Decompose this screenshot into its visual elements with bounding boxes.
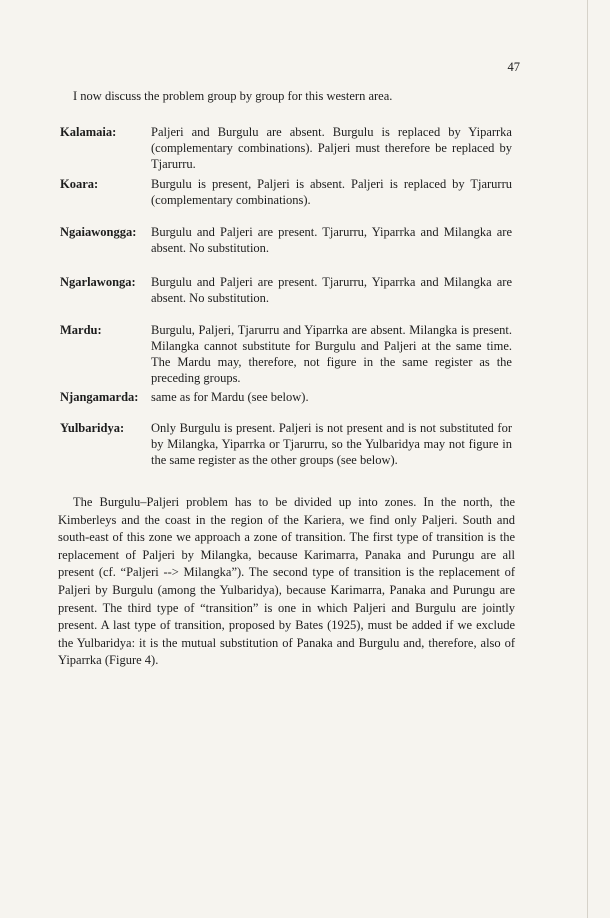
page-number: 47 xyxy=(507,60,520,74)
group-term: Ngarlawonga: xyxy=(60,275,136,289)
group-description: Paljeri and Burgulu are absent. Burgulu is replaced by Yiparrka (complementary combinations). Paljeri must therefore be replaced by Tjarurru. xyxy=(151,125,512,171)
group-term: Koara: xyxy=(60,177,99,191)
body-paragraph xyxy=(58,494,515,670)
page-edge-line xyxy=(587,0,588,918)
intro-sentence: I now discuss the problem group by group for this western area. xyxy=(73,89,393,103)
group-description: Burgulu and Paljeri are present. Tjarurru, Yiparrka and Milangka are absent. No substitution. xyxy=(151,225,512,255)
group-description: Burgulu and Paljeri are present. Tjarurru, Yiparrka and Milangka are absent. No substitution. xyxy=(151,275,512,305)
group-description: same as for Mardu (see below). xyxy=(151,390,309,404)
group-term: Njangamarda: xyxy=(60,390,139,404)
group-term: Kalamaia: xyxy=(60,125,117,139)
group-term: Ngaiawongga: xyxy=(60,225,137,239)
group-term: Mardu: xyxy=(60,323,102,337)
group-description: Burgulu, Paljeri, Tjarurru and Yiparrka are absent. Milangka is present. Milangka cannot substitute for Burgulu and Paljeri at the same time. The Mardu may, therefore, not figure in the same register as the preceding groups. xyxy=(151,323,512,385)
group-description: Burgulu is present, Paljeri is absent. Paljeri is replaced by Tjarurru (complementary combinations). xyxy=(151,177,512,207)
body-paragraph-text: The Burgulu–Paljeri problem has to be divided up into zones. In the north, the Kimberleys and the coast in the region of the Kariera, we find only Paljeri. South and south-east of this zone we approach a zone of transition. The first type of transition is the replacement of Paljeri by Milangka, because Karimarra, Panaka and Purungu are all present (cf. “Paljeri --> Milangka”). The second type of transition is the replacement of Paljeri by Burgulu (among the Yulbaridya), because Karimarra, Panaka and Purungu are present. The third type of “transition” is one in which Paljeri and Burgulu are jointly present. A last type of transition, proposed by Bates (1925), must be added if we exclude the Yulbaridya: it is the mutual substitution of Panaka and Burgulu and, therefore, also of Yiparrka (Figure 4). xyxy=(58,495,515,668)
group-description: Only Burgulu is present. Paljeri is not present and is not substituted for by Milangka, Yiparrka or Tjarurru, so the Yulbaridya may not figure in the same register as the other groups (see below). xyxy=(151,421,512,467)
group-term: Yulbaridya: xyxy=(60,421,125,435)
